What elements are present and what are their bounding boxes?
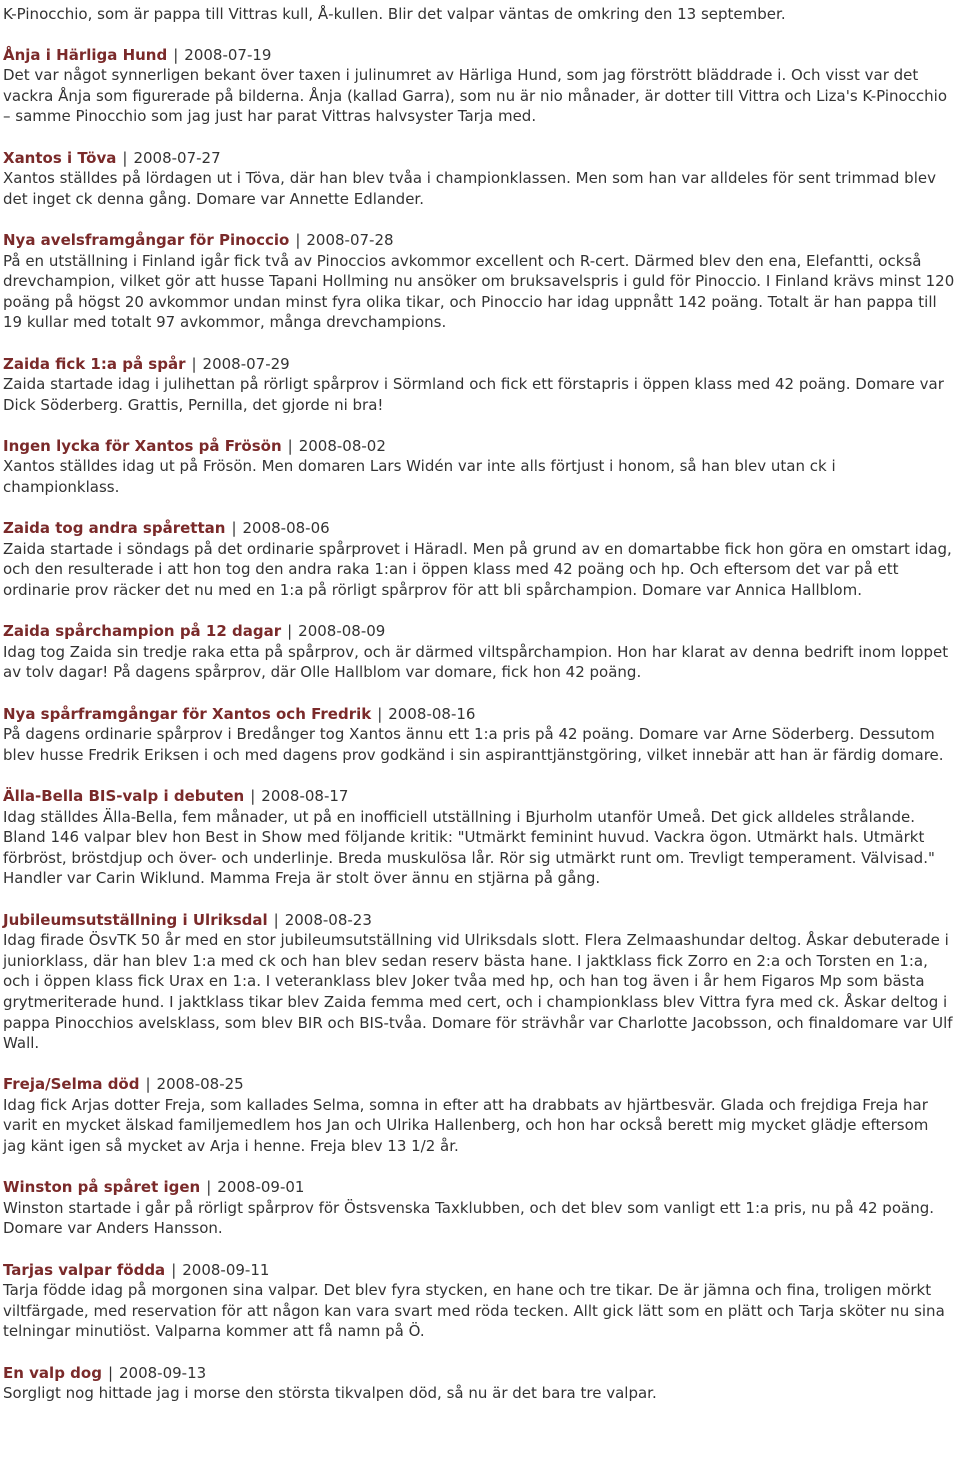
news-entry — [3, 230, 956, 333]
entry-body: Idag firade ÖsvTK 50 år med en stor jubileumsutställning vid Ulriksdals slott. Flera Zelmaashundar deltog. Åskar debuterade i juniorklass, där han blev 1:a med ck och han blev sedan reserv bästa hane. I jaktklass fick Zorro en 2:a och Torsten en 1:a, och i öppen klass fick Urax en 1:a. I veteranklass blev Joker tvåa med hp, och han tog även i år hem Figaros Mp som bästa grytmeriterade hund. I jaktklass tikar blev Zaida femma med cert, och i championklass blev Vittra fyra med ck. Åskar deltog i pappa Pinocchios avelsklass, som blev BIR och BIS-tvåa. Domare för strävhår var Charlotte Jacobsson, och finaldomare var Ulf Wall. — [3, 931, 953, 1053]
entry-title: Älla-Bella BIS-valp i debuten — [3, 786, 245, 805]
entry-date: 2008-08-09 — [298, 622, 386, 641]
entry-title: Tarjas valpar födda — [3, 1260, 166, 1279]
news-entry — [3, 45, 956, 127]
entry-header — [3, 1363, 956, 1384]
news-entry — [3, 621, 956, 683]
entry-body: Det var något synnerligen bekant över taxen i julinumret av Härliga Hund, som jag förstrött bläddrade i. Och visst var det vackra Ånja som figurerade på bilderna. Ånja (kallad Garra), som nu är nio månader, är dotter till Vittra och Liza's K-Pinocchio – samme Pinocchio som jag just har parat Vittras halvsyster Tarja med. — [3, 66, 948, 126]
news-entry — [3, 1177, 956, 1239]
entry-date: 2008-08-17 — [261, 786, 349, 805]
entry-header — [3, 1260, 956, 1281]
entry-header — [3, 621, 956, 642]
entry-date: 2008-08-25 — [156, 1075, 244, 1094]
entry-body: Zaida startade idag i julihettan på rörligt spårprov i Sörmland och fick ett förstapris i öppen klass med 42 poäng. Domare var Dick Söderberg. Grattis, Pernilla, det gjorde ni bra! — [3, 375, 944, 414]
entry-date: 2008-09-01 — [217, 1178, 305, 1197]
entry-date: 2008-08-16 — [388, 704, 476, 723]
entry-title: En valp dog — [3, 1363, 102, 1382]
entry-header — [3, 1177, 956, 1198]
title-date-separator: | — [191, 354, 197, 373]
entry-body: Sorgligt nog hittade jag i morse den största tikvalpen död, så nu är det bara tre valpar. — [3, 1384, 657, 1403]
entry-body: Idag fick Arjas dotter Freja, som kallades Selma, somna in efter att ha drabbats av hjärtbesvär. Glada och frejdiga Freja har varit en mycket älskad familjemedlem hos Jan och Ulrika Hallenberg, och hon har också berett mig mycket glädje eftersom jag känt igen så mycket av Arja i henne. Freja blev 13 1/2 år. — [3, 1095, 929, 1156]
entry-date: 2008-09-11 — [182, 1260, 270, 1279]
entry-header — [3, 786, 956, 807]
entry-header — [3, 436, 956, 457]
title-date-separator: | — [295, 230, 301, 249]
entry-header — [3, 704, 956, 725]
entry-title: Freja/Selma död — [3, 1075, 140, 1094]
entry-body: Zaida startade i söndags på det ordinarie spårprovet i Häradl. Men på grund av en domartabbe fick hon göra en omstart idag, och den resulterade i att hon tog den andra raka 1:an i öppen klass med 42 poäng och hp. Och eftersom det var på ett ordinarie prov räcker det nu med en 1:a på rörligt spårprov för att bli spårchampion. Domare var Annica Hallblom. — [3, 539, 952, 600]
intro-text: K-Pinocchio, som är pappa till Vittras kull, Å-kullen. Blir det valpar väntas de omkring den 13 september. — [3, 5, 786, 23]
entry-header — [3, 518, 956, 539]
news-entry — [3, 436, 956, 498]
entry-header — [3, 910, 956, 931]
entry-date: 2008-07-29 — [202, 354, 290, 373]
entry-body: Idag ställdes Älla-Bella, fem månader, ut på en inofficiell utställning i Bjurholm utanför Umeå. Det gick alldeles strålande. Bland 146 valpar blev hon Best in Show med följande kritik: "Utmärkt feminint huvud. Vackra ögon. Utmärkt hals. Utmärkt förbröst, bröstdjup och över- och underlinje. Breda muskulösa lår. Rör sig utmärkt runt om. Trevligt temperament. Välvisad." Handler var Carin Wiklund. Mamma Freja är stolt över ännu en stjärna på gång. — [3, 807, 935, 888]
entry-header — [3, 354, 956, 375]
entry-title: Ingen lycka för Xantos på Frösön — [3, 436, 282, 455]
entry-body: Tarja födde idag på morgonen sina valpar. Det blev fyra stycken, en hane och tre tikar. De är jämna och fina, troligen mörkt viltfärgade, med reservation för att någon kan vara svart med röda tecken. Allt gick lätt som en plätt och Tarja sköter nu sina telningar minutiöst. Valparna kommer att få namn på Ö. — [3, 1281, 945, 1341]
entry-title: Zaida fick 1:a på spår — [3, 354, 186, 373]
title-date-separator: | — [145, 1075, 151, 1094]
news-entry — [3, 1363, 956, 1404]
title-date-separator: | — [231, 519, 237, 538]
news-entry — [3, 1260, 956, 1342]
entry-title: Jubileumsutställning i Ulriksdal — [3, 910, 268, 929]
title-date-separator: | — [122, 148, 128, 167]
news-entry — [3, 704, 956, 766]
entry-title: Zaida spårchampion på 12 dagar — [3, 622, 282, 641]
news-entry — [3, 354, 956, 416]
news-entry — [3, 148, 956, 210]
entry-body: På en utställning i Finland igår fick två av Pinoccios avkommor excellent och R-cert. Därmed blev den ena, Elefantti, också drevchampion, vilket gör att husse Tapani Hollming nu ansöker om bruksavelspris i guld för Pinoccio. I Finland krävs minst 120 poäng på högst 20 avkommor undan minst fyra olika tikar, och Pinoccio har idag uppnått 142 poäng. Totalt är han pappa till 19 kullar med totalt 97 avkommor, många drevchampions. — [3, 251, 955, 332]
entry-title: Nya avelsframgångar för Pinoccio — [3, 230, 290, 249]
news-entry — [3, 1074, 956, 1156]
entry-header — [3, 45, 956, 66]
entry-header — [3, 148, 956, 169]
entry-date: 2008-08-23 — [284, 910, 372, 929]
entry-title: Ånja i Härliga Hund — [3, 45, 168, 64]
entry-header — [3, 1074, 956, 1095]
entry-date: 2008-09-13 — [119, 1363, 207, 1382]
entry-date: 2008-07-19 — [184, 45, 272, 64]
news-entry — [3, 518, 956, 600]
entry-body: Winston startade i går på rörligt spårprov för Östsvenska Taxklubben, och det blev som vanligt ett 1:a pris, nu på 42 poäng. Domare var Anders Hansson. — [3, 1198, 934, 1238]
title-date-separator: | — [173, 45, 179, 64]
entry-title: Zaida tog andra spårettan — [3, 519, 226, 538]
news-entry — [3, 786, 956, 889]
title-date-separator: | — [171, 1260, 177, 1279]
title-date-separator: | — [287, 436, 293, 455]
entry-date: 2008-08-02 — [298, 436, 386, 455]
entry-body: På dagens ordinarie spårprov i Bredånger tog Xantos ännu ett 1:a pris på 42 poäng. Domare var Arne Söderberg. Dessutom blev husse Fredrik Eriksen i och med dagens prov godkänd i sin aspiranttjänstgöring, vilket innebär att han är färdig domare. — [3, 725, 944, 764]
title-date-separator: | — [206, 1178, 212, 1197]
entry-body: Xantos ställdes idag ut på Frösön. Men domaren Lars Widén var inte alls förtjust i honom, så han blev utan ck i championklass. — [3, 457, 836, 497]
entry-title: Nya spårframgångar för Xantos och Fredrik — [3, 704, 372, 723]
entry-body: Idag tog Zaida sin tredje raka etta på spårprov, och är därmed viltspårchampion. Hon har klarat av denna bedrift inom loppet av tolv dagar! På dagens spårprov, där Olle Hallblom var domare, fick hon 42 poäng. — [3, 642, 949, 682]
title-date-separator: | — [377, 704, 383, 723]
entry-header — [3, 230, 956, 251]
title-date-separator: | — [273, 910, 279, 929]
entry-date: 2008-07-28 — [306, 230, 394, 249]
entry-date: 2008-08-06 — [242, 519, 330, 538]
entry-title: Winston på spåret igen — [3, 1178, 201, 1197]
title-date-separator: | — [287, 622, 293, 641]
entry-date: 2008-07-27 — [133, 148, 221, 167]
entry-title: Xantos i Töva — [3, 148, 117, 167]
news-entry — [3, 910, 956, 1054]
entry-body: Xantos ställdes på lördagen ut i Töva, där han blev tvåa i championklassen. Men som han var alldeles för sent trimmad blev det inget ck denna gång. Domare var Annette Edlander. — [3, 169, 936, 208]
title-date-separator: | — [250, 786, 256, 805]
title-date-separator: | — [107, 1363, 113, 1382]
